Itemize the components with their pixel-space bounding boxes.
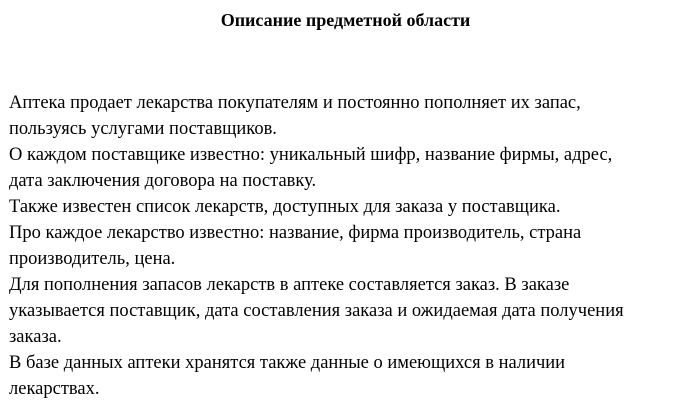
text-line: Также известен список лекарств, доступных для заказа у поставщика. — [9, 197, 561, 217]
document-body — [9, 90, 685, 402]
text-line: В базе данных аптеки хранятся также данные о имеющихся в наличии — [9, 353, 566, 373]
text-line: производитель, цена. — [9, 249, 176, 269]
text-line: заказа. — [9, 327, 62, 347]
text-line: указывается поставщик, дата составления заказа и ожидаемая дата получения — [9, 301, 624, 321]
text-line: Аптека продает лекарства покупателям и постоянно пополняет их запас, — [9, 93, 581, 113]
text-line: Про каждое лекарство известно: название, фирма производитель, страна — [9, 223, 582, 243]
text-line: лекарствах. — [9, 379, 100, 399]
text-line: О каждом поставщике известно: уникальный шифр, название фирмы, адрес, — [9, 145, 613, 165]
text-line: пользуясь услугами поставщиков. — [9, 119, 277, 139]
document-title: Описание предметной области — [220, 10, 471, 30]
text-line: Для пополнения запасов лекарств в аптеке составляется заказ. В заказе — [9, 275, 570, 295]
text-line: дата заключения договора на поставку. — [9, 171, 317, 191]
